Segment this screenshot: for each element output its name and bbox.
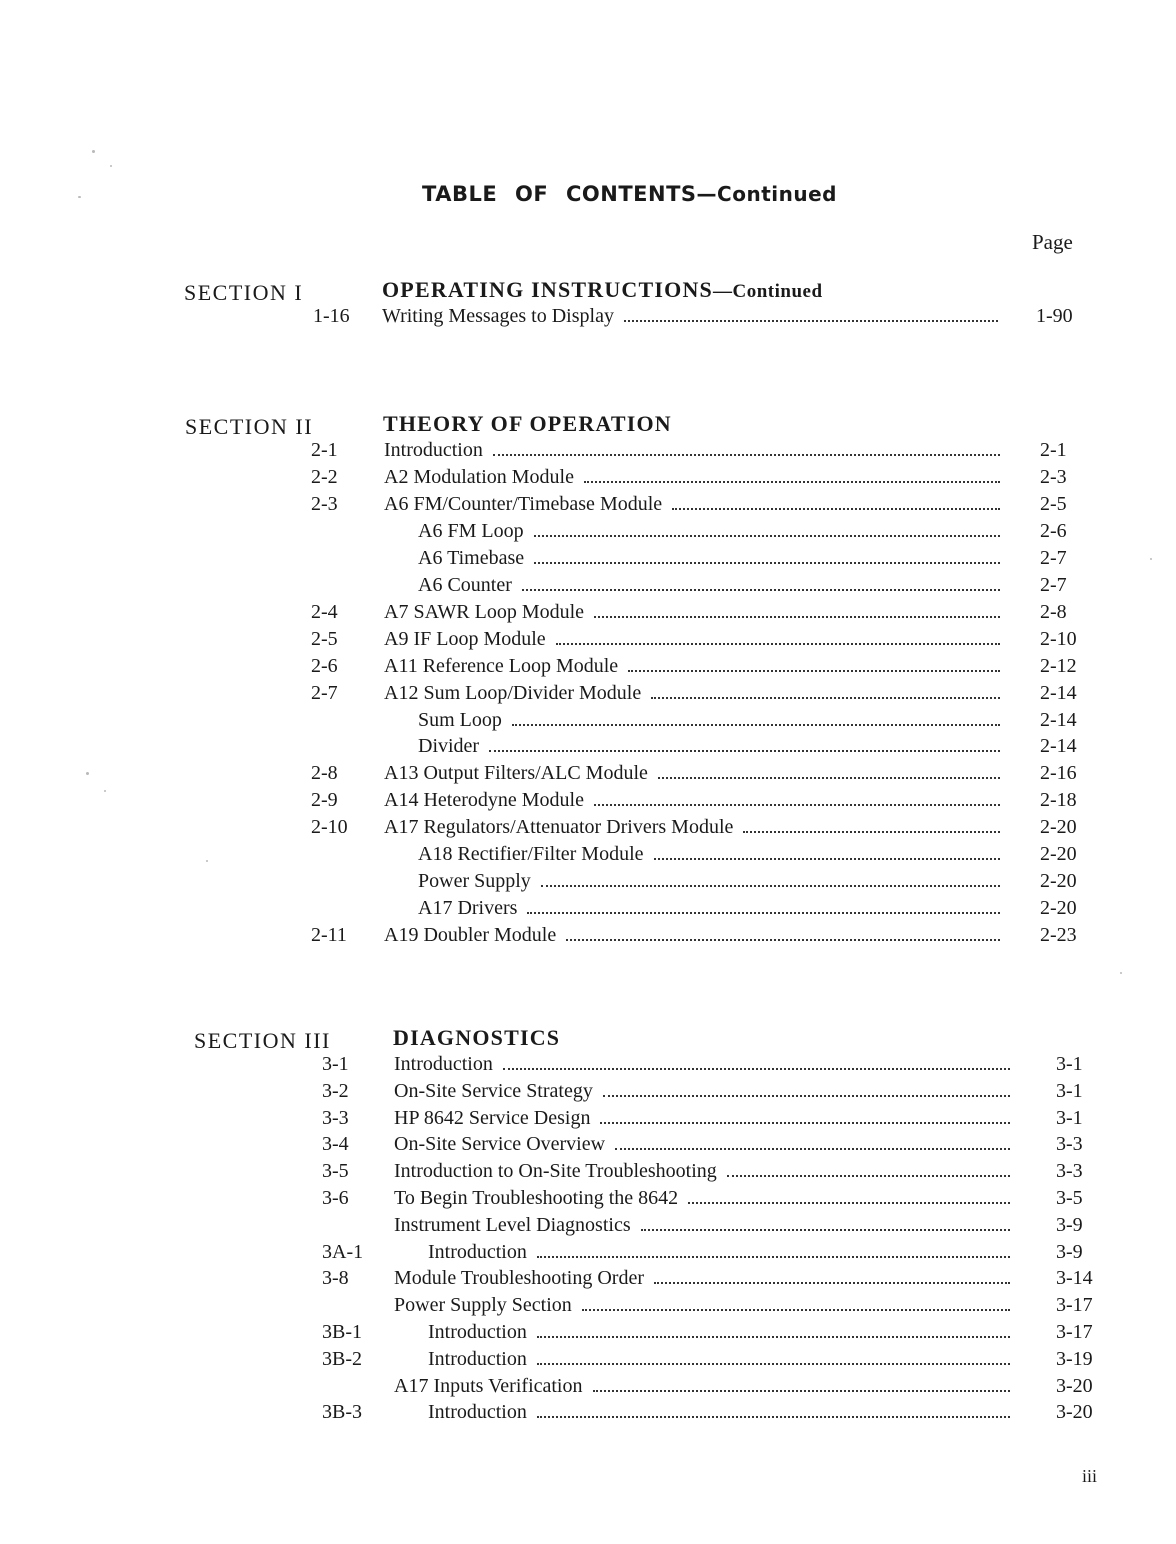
toc-entry-number: 2-10 [311,816,348,838]
dot-leader [566,925,1000,941]
toc-entry-text: A6 FM/Counter/Timebase Module [384,493,663,515]
toc-entry-page: 2-1 [1040,439,1067,461]
footer-page-number: iii [1082,1466,1098,1486]
toc-entry [0,682,1176,709]
section-title-text: OPERATING INSTRUCTIONS [382,277,713,302]
toc-entry-text: A9 IF Loop Module [384,628,546,650]
toc-entry-number: 3-2 [322,1080,349,1102]
toc-entry-label [418,897,1000,920]
section-title-text: THEORY OF OPERATION [383,411,672,436]
dot-leader [541,871,1000,887]
scan-speck [110,165,112,167]
toc-entry-label [384,682,1000,705]
toc-entry-number: 3-6 [322,1187,349,1209]
toc-entry-page: 3-3 [1056,1160,1083,1182]
toc-entry-page: 2-3 [1040,466,1067,488]
toc-entry-page: 2-20 [1040,897,1077,919]
toc-entry-page: 3-1 [1056,1107,1083,1129]
dot-leader [537,1242,1010,1258]
toc-entry-label [394,1294,1010,1317]
toc-entry-label [394,1267,1010,1290]
toc-entry-text: A14 Heterodyne Module [384,789,584,811]
toc-entry [0,924,1176,951]
toc-entry [0,1053,1176,1080]
toc-entry-text: Power Supply Section [394,1294,572,1316]
toc-entry-page: 2-7 [1040,574,1067,596]
toc-entry-number: 2-6 [311,655,338,677]
toc-entry-text: On-Site Service Overview [394,1133,606,1155]
toc-entry-label [382,305,998,328]
toc-entry-page: 3-17 [1056,1321,1093,1343]
scan-speck [206,860,208,862]
toc-entry-page: 3-20 [1056,1375,1093,1397]
toc-entry-number: 2-8 [311,762,338,784]
toc-entry [0,493,1176,520]
dot-leader [658,763,1000,779]
dot-leader [582,1295,1010,1311]
toc-entry-page: 2-20 [1040,843,1077,865]
toc-entry-number: 2-3 [311,493,338,515]
dot-leader [537,1402,1010,1418]
toc-entry-label [394,1133,1010,1156]
toc-entry-page: 3-17 [1056,1294,1093,1316]
toc-entry-number: 2-5 [311,628,338,650]
toc-entry-label [384,655,1000,678]
toc-entry [0,520,1176,547]
toc-entry-page: 2-14 [1040,709,1077,731]
dot-leader [651,683,1000,699]
toc-entry-page: 3-14 [1056,1267,1093,1289]
toc-entry-text: A2 Modulation Module [384,466,574,488]
toc-entry [0,1080,1176,1107]
page-title-text: TABLE OF CONTENTS [422,182,697,206]
dot-leader [593,1376,1011,1392]
toc-entry [0,655,1176,682]
toc-entry-text: Instrument Level Diagnostics [394,1214,631,1236]
toc-entry-text: A6 Timebase [418,547,525,569]
dot-leader [556,629,1000,645]
toc-entry [0,1401,1176,1428]
toc-entry-label [384,628,1000,651]
dot-leader [727,1161,1010,1177]
toc-entry-text: A6 FM Loop [418,520,524,542]
toc-entry-label [384,816,1000,839]
toc-entry-label [394,1080,1010,1103]
dot-leader [624,306,998,322]
dot-leader [594,790,1000,806]
scan-speck [78,196,81,198]
toc-entry [0,305,1176,332]
toc-entry [0,1321,1176,1348]
toc-entry-page: 3-9 [1056,1241,1083,1263]
toc-entry-label [384,493,1000,516]
toc-entry-label [384,466,1000,489]
dot-leader [527,898,1000,914]
section-label: SECTION III [194,1028,331,1053]
dot-leader [628,656,1000,672]
dot-leader [537,1349,1010,1365]
toc-entry-text: A12 Sum Loop/Divider Module [384,682,642,704]
toc-entry [0,1241,1176,1268]
toc-entry-label [418,520,1000,543]
dot-leader [743,817,1000,833]
section-title [383,411,672,437]
toc-entry-number: 3B-1 [322,1321,362,1343]
page-column-label: Page [1032,230,1073,254]
toc-entry-page: 2-23 [1040,924,1077,946]
toc-entry [0,1348,1176,1375]
section-label: SECTION I [184,280,304,305]
dot-leader [594,602,1000,618]
toc-entry-label [428,1401,1010,1424]
toc-entry-page: 2-20 [1040,816,1077,838]
toc-entry-label [394,1107,1010,1130]
toc-entry [0,1214,1176,1241]
toc-entry [0,1375,1176,1402]
toc-entry-page: 2-16 [1040,762,1077,784]
toc-entry-label [384,601,1000,624]
toc-entry-text: Introduction [428,1401,527,1423]
toc-entry [0,709,1176,736]
section-title-suffix: —Continued [713,281,823,302]
toc-entry-label [418,709,1000,732]
toc-entry-number: 3-8 [322,1267,349,1289]
toc-entry-text: A11 Reference Loop Module [384,655,619,677]
dot-leader [688,1188,1010,1204]
toc-entry-label [384,924,1000,947]
toc-entry-page: 3-9 [1056,1214,1083,1236]
dot-leader [641,1215,1010,1231]
dot-leader [503,1054,1010,1070]
toc-entry-number: 3-1 [322,1053,349,1075]
toc-entry-number: 2-2 [311,466,338,488]
toc-entry [0,1187,1176,1214]
toc-entry-number: 2-9 [311,789,338,811]
toc-entry [0,1133,1176,1160]
scan-speck [92,150,95,153]
scan-speck [1120,972,1122,974]
toc-entry-page: 2-12 [1040,655,1077,677]
toc-entry-label [418,574,1000,597]
scan-speck [104,790,106,792]
toc-entry [0,628,1176,655]
toc-entry [0,1160,1176,1187]
dot-leader [654,844,1000,860]
dot-leader [537,1322,1010,1338]
toc-entry-page: 2-18 [1040,789,1077,811]
toc-entry-text: Module Troubleshooting Order [394,1267,644,1289]
toc-entry-text: A17 Regulators/Attenuator Drivers Module [384,816,734,838]
toc-entry-number: 3-5 [322,1160,349,1182]
toc-entry [0,816,1176,843]
dot-leader [489,736,1000,752]
dot-leader [654,1268,1010,1284]
toc-entry-label [418,843,1000,866]
toc-entry-text: A19 Doubler Module [384,924,557,946]
toc-entry-number: 1-16 [313,305,350,327]
toc-entry-text: Introduction [428,1241,527,1263]
toc-entry-number: 3B-2 [322,1348,362,1370]
toc-entry-text: To Begin Troubleshooting the 8642 [394,1187,679,1209]
toc-entry-label [384,789,1000,812]
toc-entry-page: 2-14 [1040,735,1077,757]
toc-entry-text: Introduction [428,1348,527,1370]
toc-entry-page: 2-20 [1040,870,1077,892]
toc-entry-text: A13 Output Filters/ALC Module [384,762,648,784]
toc-entry-label [418,870,1000,893]
toc-entry-page: 2-6 [1040,520,1067,542]
toc-entry-text: Introduction to On-Site Troubleshooting [394,1160,717,1182]
toc-entry-number: 2-7 [311,682,338,704]
dot-leader [493,440,1000,456]
toc-entry-number: 3B-3 [322,1401,362,1423]
toc-entry-label [394,1160,1010,1183]
toc-entry [0,1107,1176,1134]
page-title [422,182,837,206]
toc-entry-page: 2-10 [1040,628,1077,650]
dot-leader [600,1108,1010,1124]
toc-entry-text: A17 Drivers [418,897,518,919]
scan-speck [86,772,89,775]
toc-entry-text: A18 Rectifier/Filter Module [418,843,644,865]
toc-entry-page: 2-7 [1040,547,1067,569]
toc-entry [0,843,1176,870]
toc-entry-page: 3-1 [1056,1053,1083,1075]
toc-entry-number: 3-4 [322,1133,349,1155]
toc-entry-number: 3-3 [322,1107,349,1129]
page-title-suffix: —Continued [696,182,837,206]
toc-entry-label [428,1321,1010,1344]
toc-entry-number: 2-4 [311,601,338,623]
toc-entry-text: A7 SAWR Loop Module [384,601,585,623]
toc-entry-page: 2-14 [1040,682,1077,704]
dot-leader [672,494,1000,510]
toc-entry [0,735,1176,762]
toc-entry-number: 2-1 [311,439,338,461]
toc-entry-page: 1-90 [1036,305,1073,327]
toc-entry-page: 3-19 [1056,1348,1093,1370]
toc-entry-text: Writing Messages to Display [382,305,614,327]
dot-leader [615,1134,1010,1150]
toc-entry-label [418,735,1000,758]
toc-entry-page: 3-20 [1056,1401,1093,1423]
toc-entry-page: 3-1 [1056,1080,1083,1102]
toc-entry-page: 3-5 [1056,1187,1083,1209]
section-title [393,1025,560,1051]
toc-entry [0,870,1176,897]
dot-leader [512,710,1000,726]
dot-leader [534,521,1000,537]
toc-entry [0,897,1176,924]
toc-entry-label [394,1053,1010,1076]
toc-entry-text: Power Supply [418,870,531,892]
toc-entry-number: 3A-1 [322,1241,364,1263]
toc-entry [0,547,1176,574]
toc-entry-text: A6 Counter [418,574,512,596]
toc-entry-label [384,439,1000,462]
dot-leader [534,548,1000,564]
toc-entry-label [394,1187,1010,1210]
toc-entry [0,466,1176,493]
toc-entry-text: Sum Loop [418,709,502,731]
toc-entry-page: 2-8 [1040,601,1067,623]
toc-entry-text: Introduction [428,1321,527,1343]
toc-entry [0,601,1176,628]
toc-entry-text: A17 Inputs Verification [394,1375,583,1397]
dot-leader [584,467,1000,483]
toc-entry-label [418,547,1000,570]
toc-entry-text: HP 8642 Service Design [394,1107,591,1129]
toc-entry [0,1267,1176,1294]
toc-entry-label [384,762,1000,785]
toc-entry [0,574,1176,601]
section-title [382,277,823,303]
dot-leader [603,1081,1010,1097]
section-title-text: DIAGNOSTICS [393,1025,561,1050]
toc-entry-label [428,1241,1010,1264]
toc-entry-page: 2-5 [1040,493,1067,515]
toc-entry-text: On-Site Service Strategy [394,1080,593,1102]
toc-entry-label [428,1348,1010,1371]
toc-entry-text: Introduction [394,1053,493,1075]
toc-entry [0,762,1176,789]
toc-entry [0,439,1176,466]
toc-entry-page: 3-3 [1056,1133,1083,1155]
toc-entry-label [394,1214,1010,1237]
toc-entry [0,789,1176,816]
dot-leader [522,575,1000,591]
toc-entry-text: Divider [418,735,480,757]
toc-entry-number: 2-11 [311,924,347,946]
section-label: SECTION II [185,414,314,439]
toc-entry [0,1294,1176,1321]
toc-entry-label [394,1375,1010,1398]
toc-entry-text: Introduction [384,439,483,461]
scan-speck [1150,558,1152,560]
